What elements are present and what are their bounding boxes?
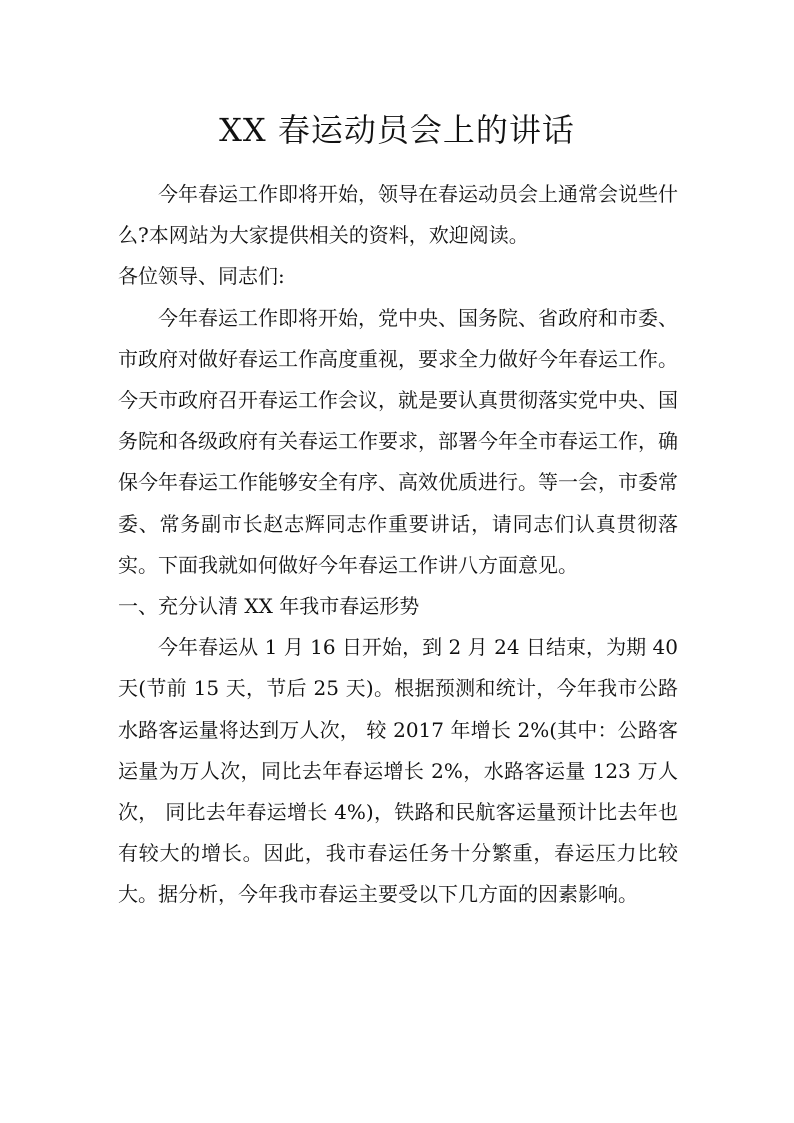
document-body <box>118 174 678 916</box>
body-paragraph-1: 今年春运工作即将开始，党中央、国务院、省政府和市委、市政府对做好春运工作高度重视，要求全力做好今年春运工作。今天市政府召开春运工作会议，就是要认真贯彻落实党中央、国务院和各级政府有关春运工作要求，部署今年全市春运工作，确保今年春运工作能够安全有序、高效优质进行。等一会，市委常委、常务副市长赵志辉同志作重要讲话，请同志们认真贯彻落实。下面我就如何做好今年春运工作讲八方面意见。 <box>118 305 678 577</box>
body-paragraph-2: 今年春运从 1 月 16 日开始，到 2 月 24 日结束，为期 40 天(节前 15 天，节后 25 天)。根据预测和统计，今年我市公路水路客运量将达到万人次， 较 2017 年增长 2%(其中：公路客运量为万人次，同比去年春运增长 2%，水路客运量 123 万人次， 同比去年春运增长 4%)，铁路和民航客运量预计比去年也有较大的增长。因此，我市春运任务十分繁重，春运压力比较大。据分析，今年我市春运主要受以下几方面的因素影响。 <box>118 635 678 907</box>
intro-paragraph: 今年春运工作即将开始，领导在春运动员会上通常会说些什么?本网站为大家提供相关的资料，欢迎阅读。 <box>118 182 678 248</box>
document-title: XX 春运动员会上的讲话 <box>219 111 575 149</box>
salutation: 各位领导、同志们: <box>118 264 285 289</box>
section-heading-1: 一、充分认清 XX 年我市春运形势 <box>118 594 420 619</box>
